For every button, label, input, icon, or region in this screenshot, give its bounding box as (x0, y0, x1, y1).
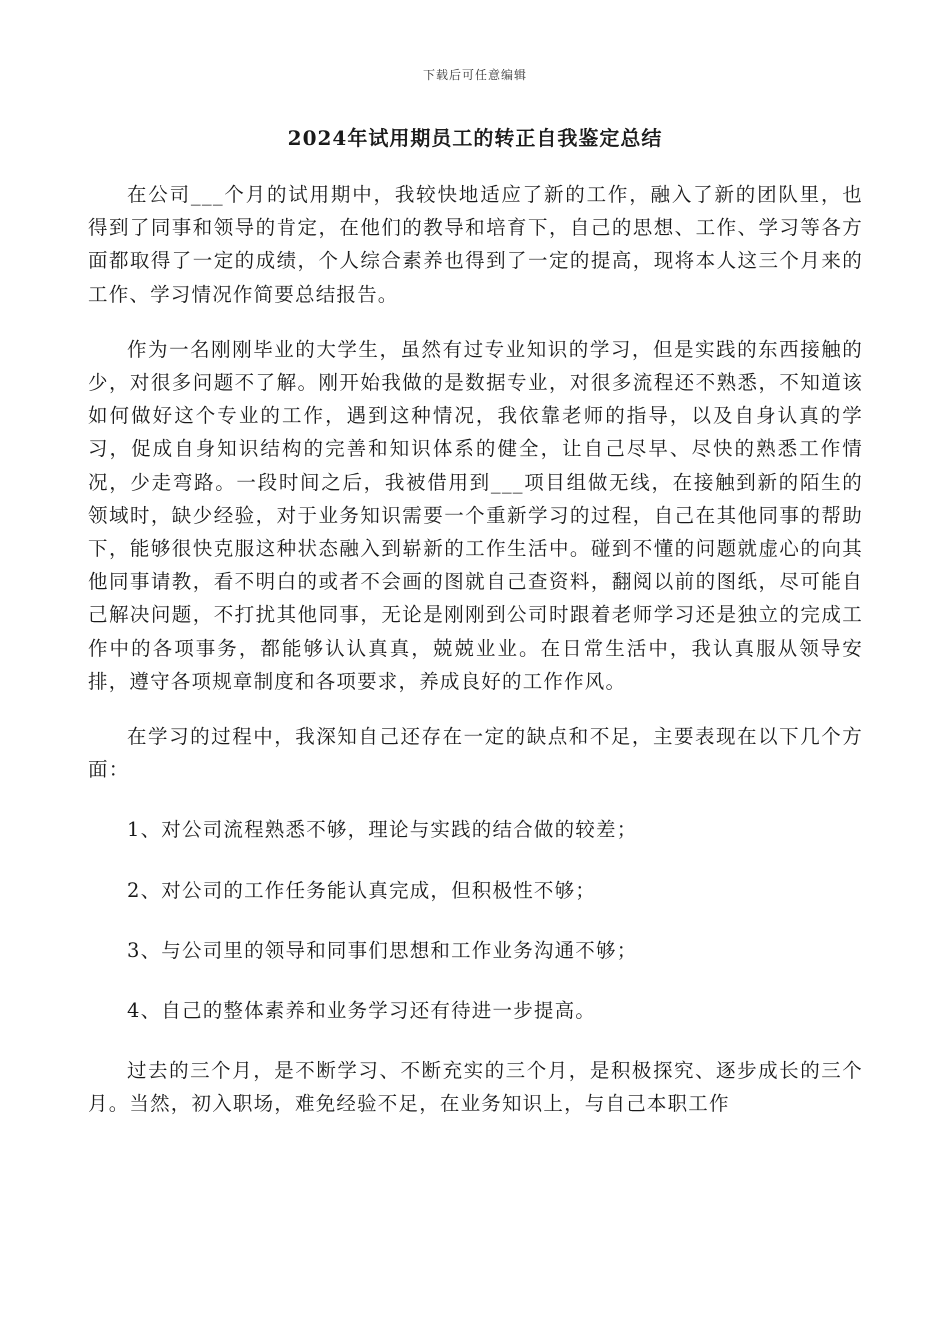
paragraph-shortcomings-intro: 在学习的过程中，我深知自己还存在一定的缺点和不足，主要表现在以下几个方面： (88, 725, 863, 782)
header-note: 下载后可任意编辑 (422, 68, 527, 82)
list-item-2: 2、对公司的工作任务能认真完成，但积极性不够； (127, 878, 597, 902)
paragraph-conclusion: 过去的三个月，是不断学习、不断充实的三个月，是积极探究、逐步成长的三个月。当然，初入职场，难免经验不足，在业务知识上，与自己本职工作 (88, 1059, 863, 1116)
paragraph-work-experience: 作为一名刚刚毕业的大学生，虽然有过专业知识的学习，但是实践的东西接触的少，对很多问题不了解。刚开始我做的是数据专业，对很多流程还不熟悉，不知道该如何做好这个专业的工作，遇到这种情况，我依靠老师的指导，以及自身认真的学习，促成自身知识结构的完善和知识体系的健全，让自己尽早、尽快的熟悉工作情况，少走弯路。一段时间之后，我被借用到___项目组做无线，在接触到新的陌生的领域时，缺少经验，对于业务知识需要一个重新学习的过程，自己在其他同事的帮助下，能够很快克服这种状态融入到崭新的工作生活中。碰到不懂的问题就虚心的向其他同事请教，看不明白的或者不会画的图就自己查资料，翻阅以前的图纸，尽可能自己解决问题，不打扰其他同事，无论是刚刚到公司时跟着老师学习还是独立的完成工作中的各项事务，都能够认认真真，兢兢业业。在日常生活中，我认真服从领导安排，遵守各项规章制度和各项要求，养成良好的工作作风。 (88, 337, 863, 693)
document-body (88, 178, 863, 1143)
paragraph-intro: 在公司___个月的试用期中，我较快地适应了新的工作，融入了新的团队里，也得到了同事和领导的肯定，在他们的教导和培育下，自己的思想、工作、学习等各方面都取得了一定的成绩，个人综合素养也得到了一定的提高，现将本人这三个月来的工作、学习情况作简要总结报告。 (88, 183, 863, 306)
list-item-1: 1、对公司流程熟悉不够，理论与实践的结合做的较差； (127, 818, 638, 842)
list-item-4: 4、自己的整体素养和业务学习还有待进一步提高。 (127, 999, 597, 1023)
list-item-3: 3、与公司里的领导和同事们思想和工作业务沟通不够； (127, 938, 638, 962)
document-title: 2024年试用期员工的转正自我鉴定总结 (287, 126, 663, 150)
